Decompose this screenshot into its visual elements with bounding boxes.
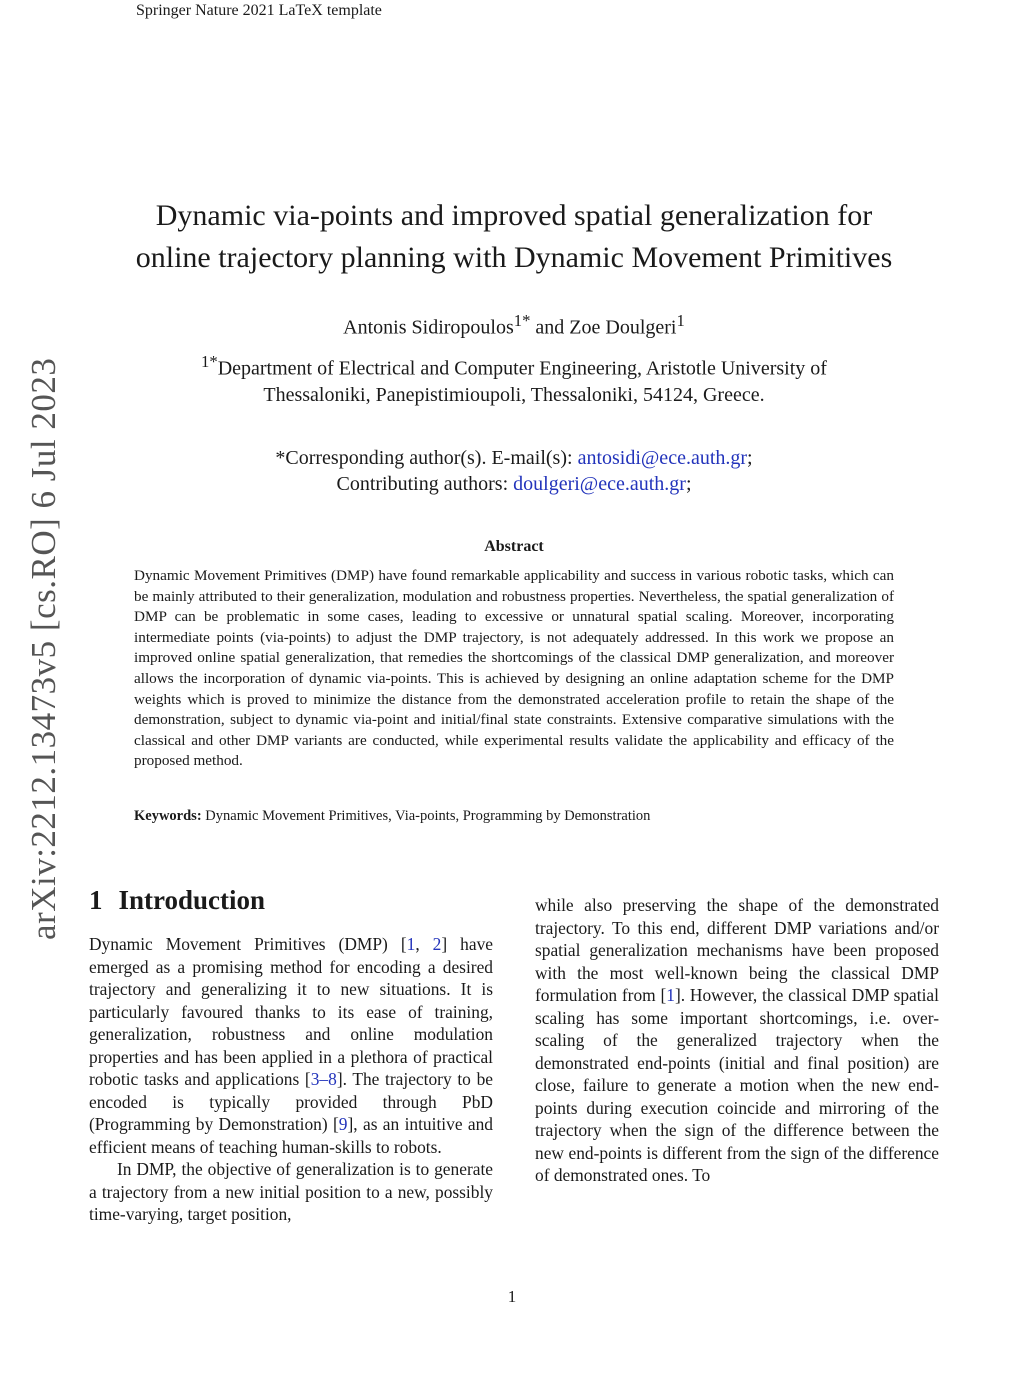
title-line-2: online trajectory planning with Dynamic Movement Primitives [135,241,893,274]
citation-link[interactable]: 2 [432,934,442,954]
right-column [535,894,939,1187]
section-heading [89,885,265,916]
citation-link[interactable]: 1 [406,934,416,954]
affiliation-line-1: Department of Electrical and Computer Engineering, Aristotle University of [217,357,827,380]
paper-title [60,195,968,279]
affiliation-mark: 1* [201,352,218,371]
affiliation-line-2: Thessaloniki, Panepistimioupoli, Thessaloniki, 54124, Greece. [263,383,765,406]
paragraph [89,933,493,1158]
correspondence [120,445,908,497]
author-affiliation-mark: 1* [513,311,531,330]
author-list [60,311,968,340]
text-run: ], as an intuitive and efficient means of teaching human-skills to robots. [89,1114,493,1157]
affiliation [120,349,908,408]
author-affiliation-mark: 1 [676,311,685,330]
keywords [134,808,894,825]
punctuation: ; [685,473,692,495]
section-number: 1 [89,885,103,915]
arxiv-identifier[interactable]: arXiv:2212.13473v5 [cs.RO] 6 Jul 2023 [24,357,63,940]
title-line-1: Dynamic via-points and improved spatial generalization for [155,199,873,232]
abstract-heading: Abstract [484,538,544,555]
corresponding-label: *Corresponding author(s). E-mail(s): [275,447,578,469]
punctuation: ; [747,447,753,469]
running-header: Springer Nature 2021 LaTeX template [136,2,382,19]
corresponding-email-link[interactable]: antosidi@ece.auth.gr [577,447,748,469]
left-column [89,933,493,1226]
keywords-list: Dynamic Movement Primitives, Via-points, Programming by Demonstration [201,808,651,824]
author-name: Antonis Sidiropoulos [343,316,514,339]
citation-link[interactable]: 3–8 [310,1069,337,1089]
author-conjunction: and [530,316,570,339]
text-run: ] have emerged as a promising method for encoding a desired trajectory and generalizing it to new situations. It is particularly favoured thanks to its ease of training, generalization, robustness and online modulation properties and has been applied in a plethora of practical robotic tasks and applications [ [89,934,493,1089]
citation-link[interactable]: 1 [666,985,675,1005]
text-run: , [415,934,433,954]
contributing-email-link[interactable]: doulgeri@ece.auth.gr [513,473,686,495]
text-run: ]. However, the classical DMP spatial scaling has some important shortcomings, i.e. over-scaling of the generalized trajectory when the demonstrated end-points (initial and final position) are close, failure to generate a motion when the new end-points during execution coincide and mirroring of the trajectory when the sign of the difference between the new end-points is different from the sign of the difference of demonstrated ones. To [535,985,939,1185]
paragraph [535,894,939,1187]
section-title: Introduction [118,885,266,915]
text-run: Dynamic Movement Primitives (DMP) [ [89,934,407,954]
contributing-label: Contributing authors: [336,473,514,495]
citation-link[interactable]: 9 [338,1114,348,1134]
abstract-text: Dynamic Movement Primitives (DMP) have found remarkable applicability and success in various robotic tasks, which can be mainly attributed to their generalization, modulation and robustness properties. Nevertheless, the spatial generalization of DMP can be problematic in some cases, leading to excessive or unnatural spatial scaling. Moreover, incorporating intermediate points (via-points) to adjust the DMP trajectory, is not adequately addressed. In this work we propose an improved online spatial generalization, that remedies the shortcomings of the classical DMP generalization, and moreover allows the incorporation of dynamic via-points. This is achieved by designing an online adaptation scheme for the DMP weights which is proved to minimize the distance from the demonstrated acceleration profile to retain the shape of the demonstration, subject to dynamic via-point and initial/final state constraints. Extensive comparative simulations with the classical and other DMP variants are conducted, while experimental results validate the applicability and efficacy of the proposed method. [134,567,894,770]
paragraph: In DMP, the objective of generalization is to generate a trajectory from a new initial position to a new, possibly time-varying, target position, [89,1159,493,1224]
author-name: Zoe Doulgeri [569,316,677,339]
text-run: ]. The trajectory to be encoded is typically provided through PbD (Programming by Demonstration) [ [89,1069,493,1134]
text-run: while also preserving the shape of the demonstrated trajectory. To this end, different DMP variations and/or spatial generalization mechanisms have been proposed with the most well-known being the classical DMP formulation from [ [535,895,939,1005]
keywords-label: Keywords: [134,808,202,824]
page-number: 1 [507,1287,517,1306]
